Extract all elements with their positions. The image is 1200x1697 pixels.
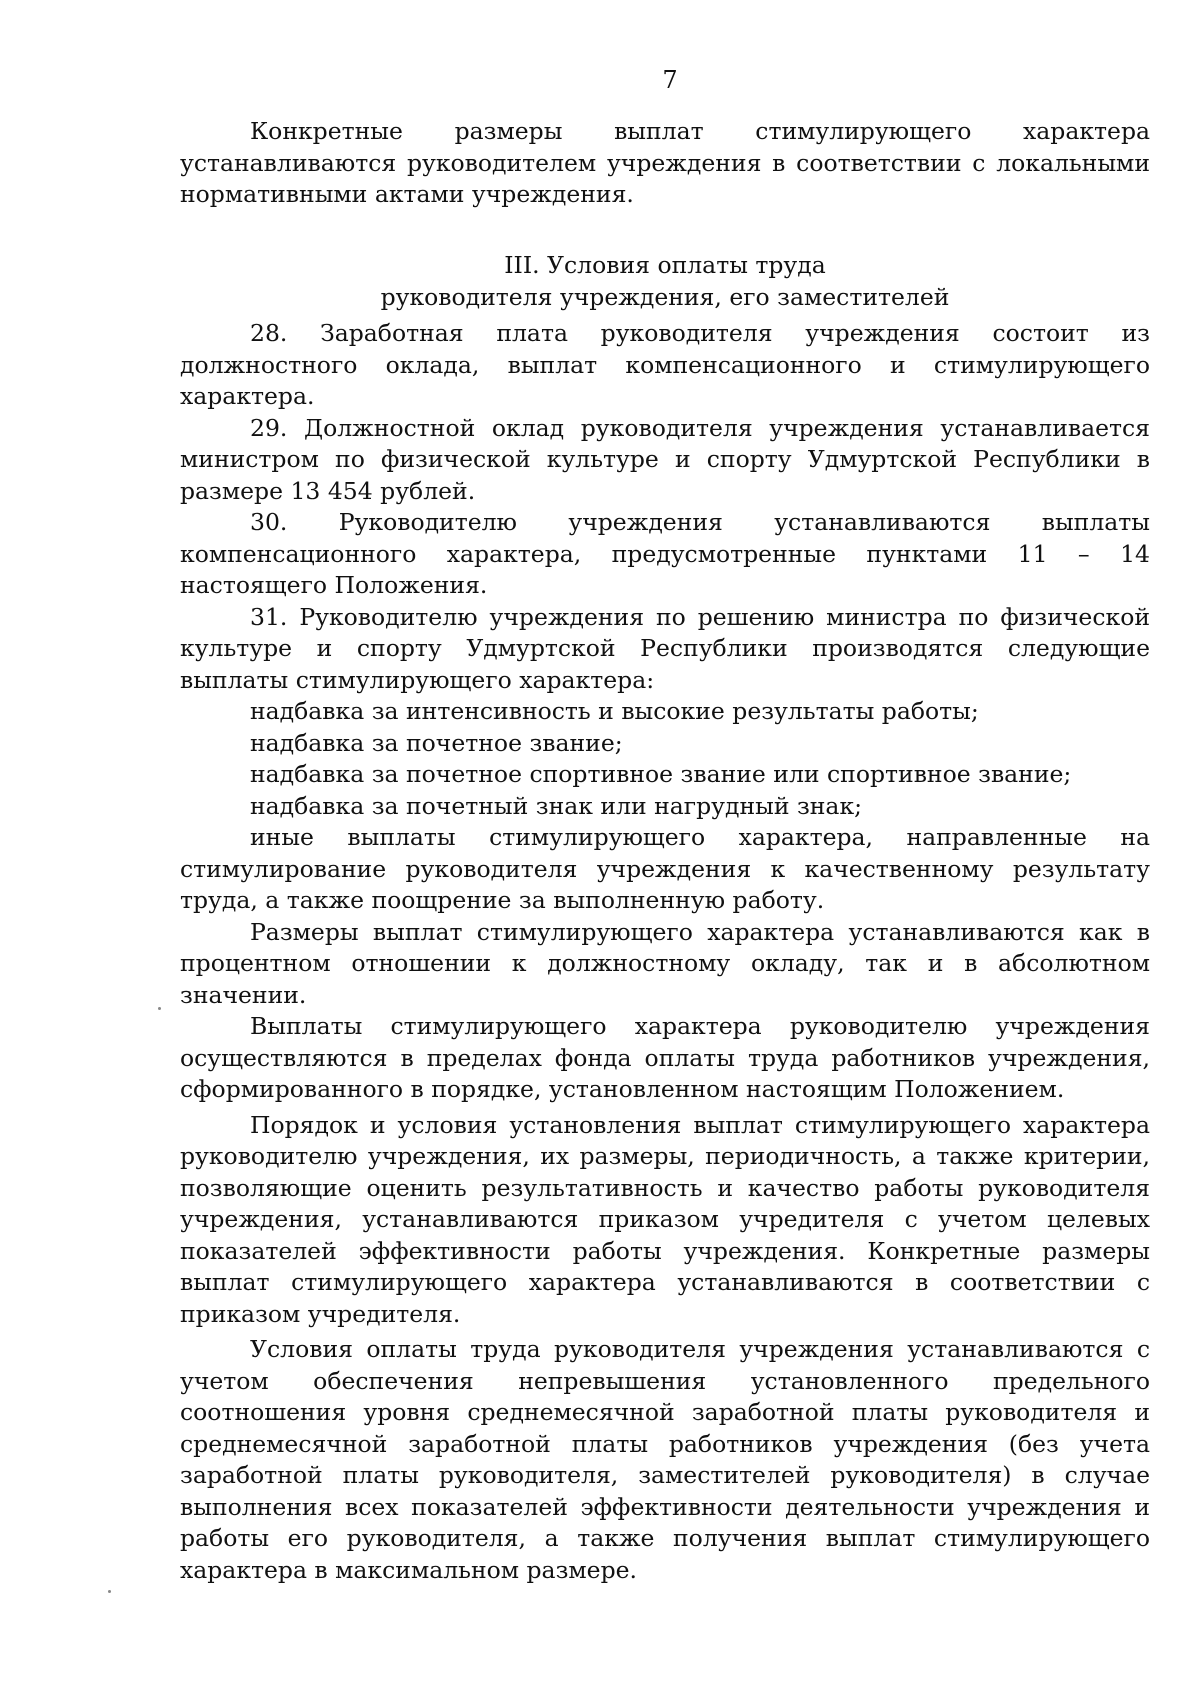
intro-paragraph: Конкретные размеры выплат стимулирующего характера устанавливаются руководителем учреждения в соответствии с локальными нормативными актами учреждения.: [180, 117, 1150, 208]
paragraph-conditions: Условия оплаты труда руководителя учреждения устанавливаются с учетом обеспечения непревышения установленного предельного соотношения уровня среднемесячной заработной платы руководителя и среднемесячной заработной платы работников учреждения (без учета заработной платы руководителя, заместителей руководителя) в случае выполнения всех показателей эффективности деятельности учреждения и работы его руководителя, а также получения выплат стимулирующего характера в максимальном размере.: [180, 1335, 1150, 1584]
section-title-line-1: III. Условия оплаты труда: [504, 251, 826, 279]
list-item: надбавка за почетное спортивное звание или спортивное звание;: [250, 760, 1072, 788]
section-heading: [180, 250, 1150, 313]
list-item-last: иные выплаты стимулирующего характера, направленные на стимулирование руководителя учреждения к качественному результату труда, а также поощрение за выполненную работу.: [180, 823, 1150, 914]
clause-31: 31. Руководителю учреждения по решению министра по физической культуре и спорту Удмуртской Республики производятся следующие выплаты стимулирующего характера:: [180, 602, 1150, 694]
scan-speck: [158, 1007, 161, 1010]
paragraph-sizes: Размеры выплат стимулирующего характера устанавливаются как в процентном отношении к должностному окладу, так и в абсолютном значении.: [180, 917, 1150, 1009]
clause-30: 30. Руководителю учреждения устанавливаются выплаты компенсационного характера, предусмотренные пунктами 11 – 14 настоящего Положения.: [180, 508, 1150, 599]
paragraph-fund: Выплаты стимулирующего характера руководителю учреждения осуществляются в пределах фонда оплаты труда работников учреждения, сформированного в порядке, установленном настоящим Положением.: [180, 1012, 1150, 1103]
clause-29: 29. Должностной оклад руководителя учреждения устанавливается министром по физической культуре и спорту Удмуртской Республики в размере 13 454 рублей.: [180, 413, 1150, 505]
page-number: 7: [662, 66, 678, 94]
list-item: надбавка за интенсивность и высокие результаты работы;: [250, 697, 979, 725]
scan-speck: [108, 1590, 111, 1593]
paragraph-order: Порядок и условия установления выплат стимулирующего характера руководителю учреждения, их размеры, периодичность, а также критерии, позволяющие оценить результативность и качество работы руководителя учреждения, устанавливаются приказом учредителя с учетом целевых показателей эффективности работы учреждения. Конкретные размеры выплат стимулирующего характера устанавливаются в соответствии с приказом учредителя.: [180, 1110, 1150, 1328]
clauses-block: [180, 318, 1150, 1586]
clause-28: 28. Заработная плата руководителя учреждения состоит из должностного оклада, выплат компенсационного и стимулирующего характера.: [180, 319, 1150, 410]
section-title-line-2: руководителя учреждения, его заместителей: [380, 282, 950, 311]
intro-block: [180, 116, 1150, 211]
list-item: надбавка за почетное звание;: [250, 728, 623, 757]
list-item: надбавка за почетный знак или нагрудный знак;: [250, 791, 863, 820]
